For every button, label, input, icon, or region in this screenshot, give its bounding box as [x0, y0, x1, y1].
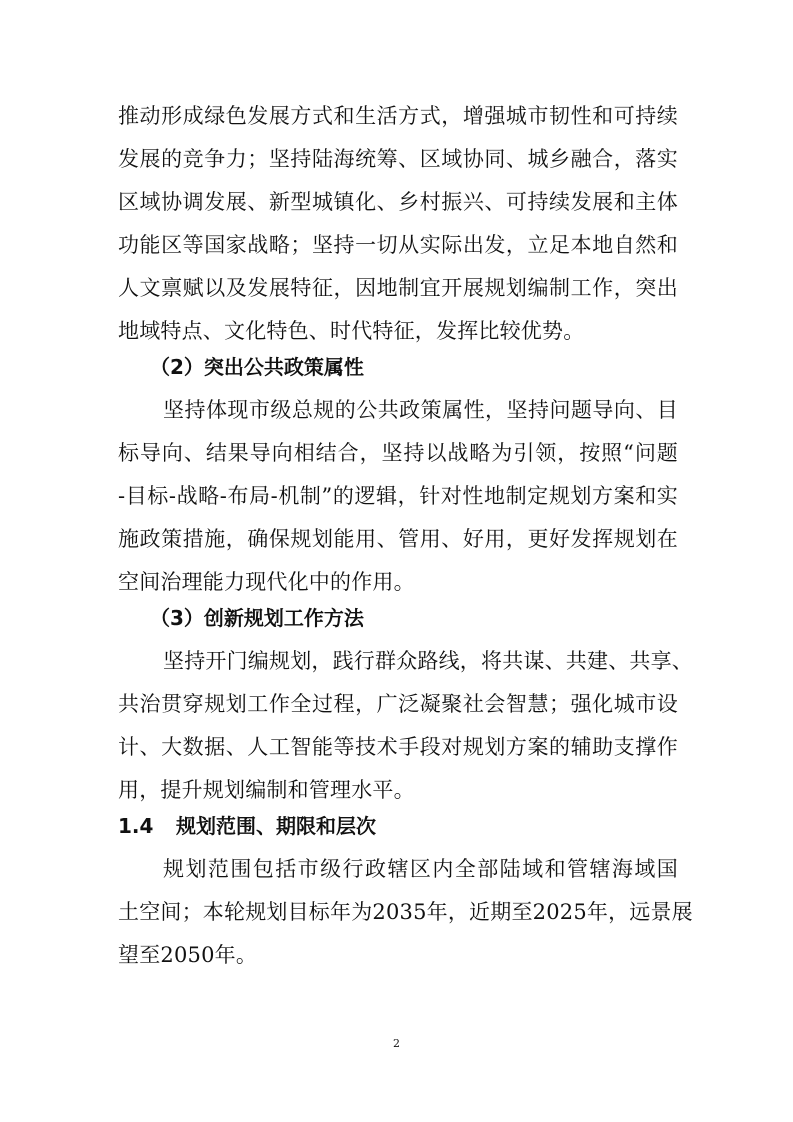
- paragraph-line: 区域协调发展、新型城镇化、乡村振兴、可持续发展和主体: [118, 190, 678, 214]
- paragraph-line: 功能区等国家战略；坚持一切从实际出发，立足本地自然和: [118, 233, 678, 257]
- subsection-heading: （2）突出公共政策属性: [150, 355, 364, 379]
- paragraph-line: 地域特点、文化特色、时代特征，发挥比较优势。: [118, 319, 585, 343]
- paragraph-line: 空间治理能力现代化中的作用。: [118, 570, 415, 594]
- paragraph-line: -目标-战略-布局-机制”的逻辑，针对性地制定规划方案和实: [118, 484, 678, 508]
- paragraph-line: 望至2050年。: [118, 943, 258, 967]
- paragraph-line: 标导向、结果导向相结合，坚持以战略为引领，按照“问题: [118, 441, 678, 465]
- paragraph-line: 坚持开门编规划，践行群众路线，将共谋、共建、共享、: [163, 649, 693, 673]
- subsection-heading: （3）创新规划工作方法: [150, 606, 364, 630]
- paragraph-line: 计、大数据、人工智能等技术手段对规划方案的辅助支撑作: [118, 735, 678, 759]
- paragraph-line: 人文禀赋以及发展特征，因地制宜开展规划编制工作，突出: [118, 276, 678, 300]
- paragraph-line: 用，提升规划编制和管理水平。: [118, 778, 415, 802]
- paragraph-line: 坚持体现市级总规的公共政策属性，坚持问题导向、目: [163, 398, 678, 422]
- section-title: 规划范围、期限和层次: [176, 814, 376, 838]
- paragraph-line: 施政策措施，确保规划能用、管用、好用，更好发挥规划在: [118, 527, 678, 551]
- paragraph-line: 土空间；本轮规划目标年为2035年，近期至2025年，远景展: [118, 900, 693, 924]
- paragraph-line: 规划范围包括市级行政辖区内全部陆域和管辖海域国: [163, 857, 678, 881]
- paragraph-line: 共治贯穿规划工作全过程，广泛凝聚社会智慧；强化城市设: [118, 692, 678, 716]
- section-number: 1.4: [118, 814, 154, 838]
- page-number: 2: [393, 1037, 400, 1050]
- paragraph-line: 发展的竞争力；坚持陆海统筹、区域协同、城乡融合，落实: [118, 147, 678, 171]
- paragraph-line: 推动形成绿色发展方式和生活方式，增强城市韧性和可持续: [118, 104, 678, 128]
